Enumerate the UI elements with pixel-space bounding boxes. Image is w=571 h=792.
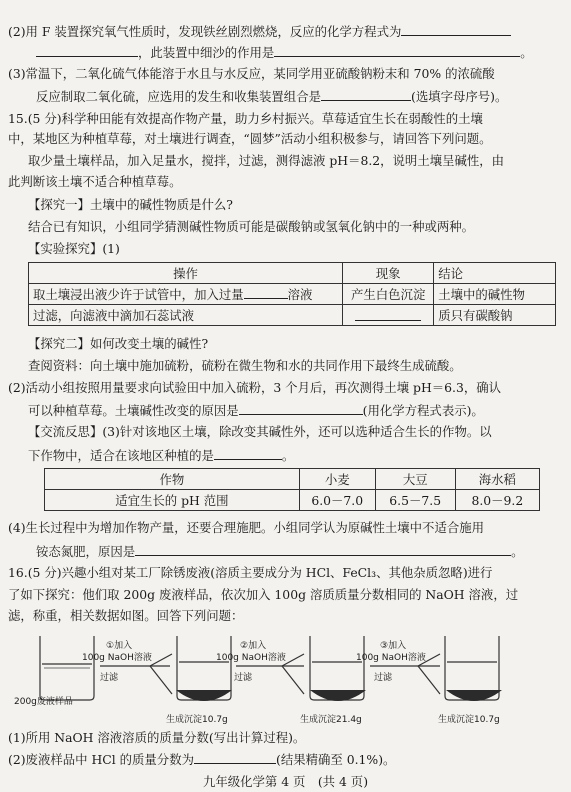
answer-blank[interactable] [135,542,511,556]
q15-3-line2 [28,446,294,464]
experiment-flow-diagram [0,626,571,722]
text: (结果精确至 0.1%)。 [275,752,396,767]
answer-blank[interactable] [401,22,511,36]
q16-intro-3: 滤，称重，相关数据如图。回答下列问题： [8,608,244,623]
row2-conclusion: 质只有碳酸钠 [434,305,556,326]
text: 。 [520,45,533,60]
research-info: 查阅资料：向土壤中施加硫粉，硫粉在微生物和水的共同作用下最终生成硫酸。 [28,358,462,373]
q15-intro-3: 取少量土壤样品，加入足量水，搅拌，过滤，测得滤液 pH＝8.2，说明土壤呈碱性，由 [28,153,505,168]
text: (选填字母序号)。 [410,89,508,104]
step3-label: ③加入 [380,641,407,651]
q15-4-line2 [36,542,524,560]
step2-reagent: 100g NaOH溶液 [216,653,286,663]
row2-phenomenon [343,305,434,326]
step1-reagent: 100g NaOH溶液 [82,653,152,663]
explore-2-heading: 【探究二】如何改变土壤的碱性? [28,336,209,351]
header-wheat: 小麦 [299,469,375,490]
text: 可以种植草莓。土壤碱性改变的原因是 [28,403,239,418]
step3-reagent: 100g NaOH溶液 [356,653,426,663]
q16-1: (1)所用 NaOH 溶液溶质的质量分数(写出计算过程)。 [8,730,306,745]
q15-4-line1: (4)生长过程中为增加作物产量，还要合理施肥。小组同学认为原碱性土壤中不适合施用 [8,520,485,535]
header-operation: 操作 [29,263,343,284]
text: (用化学方程式表示)。 [362,403,484,418]
row1-operation [29,284,343,305]
text: ，此装置中细沙的作用是 [138,45,275,60]
header-sea-rice: 海水稻 [455,469,539,490]
header-soybean: 大豆 [375,469,455,490]
answer-blank[interactable] [244,285,288,299]
q14-3-line2 [36,87,507,105]
answer-blank[interactable] [355,307,421,321]
step1-label: ①加入 [106,641,133,651]
precipitate3-label: 生成沉淀10.7g [438,715,500,725]
row-label-ph-range: 适宜生长的 pH 范围 [45,490,300,511]
answer-blank[interactable] [36,43,138,57]
soybean-ph: 6.5－7.5 [375,490,455,511]
answer-blank[interactable] [321,87,411,101]
q15-intro-2: 中，某地区为种植草莓，对土壤进行调查，“圆梦”活动小组积极参与，请回答下列问题。 [8,131,492,146]
q16-intro-2: 了如下探究：他们取 200g 废液样品，依次加入 100g 溶质质量分数相同的 NaOH 溶液，过 [8,587,519,602]
header-phenomenon: 现象 [343,263,434,284]
precipitate1-label: 生成沉淀10.7g [166,715,228,725]
q14-3-line1: (3)常温下，二氧化硫气体能溶于水且与水反应，某同学用亚硫酸钠粉末和 70% 的浓硫酸 [8,66,495,81]
q14-2-line1: (2)用 F 装置探究氧气性质时，发现铁丝剧烈燃烧，反应的化学方程式为 [8,24,402,39]
row1-conclusion: 土壤中的碱性物 [434,284,556,305]
step2-filter: 过滤 [234,673,253,683]
q15-intro-4: 此判断该土壤不适合种植草莓。 [8,174,182,189]
answer-blank[interactable] [194,750,276,764]
q15-3-line1: 【交流反思】(3)针对该地区土壤，除改变其碱性外，还可以选种适合生长的作物。以 [28,424,492,439]
explore-1-hypothesis: 结合已有知识，小组同学猜测碱性物质可能是碳酸钠或氢氧化钠中的一种或两种。 [28,219,475,234]
page-footer: 九年级化学第 4 页 (共 4 页) [202,774,369,789]
text: (2)废液样品中 HCl 的质量分数为 [8,752,194,767]
q14-2-text [8,22,511,40]
text: 下作物中，适合在该地区种植的是 [28,448,214,463]
q16-2 [8,750,395,768]
precipitate2-label: 生成沉淀21.4g [300,715,362,725]
text: 取土壤浸出液少许于试管中，加入过量 [33,287,244,302]
step2-label: ②加入 [240,641,267,651]
precipitate-dishes [176,690,502,701]
header-crop: 作物 [45,469,300,490]
header-conclusion: 结论 [434,263,556,284]
text: 溶液 [287,287,313,302]
step1-filter: 过滤 [100,673,119,683]
step3-filter: 过滤 [374,673,393,683]
row1-phenomenon: 产生白色沉淀 [343,284,434,305]
answer-blank[interactable] [239,401,363,415]
q15-intro-1: 15.(5 分)科学种田能有效提高作物产量，助力乡村振兴。草莓适宜生长在弱酸性的土壤 [8,111,483,126]
sea-rice-ph: 8.0－9.2 [455,490,539,511]
text: 铵态氮肥，原因是 [36,544,136,559]
text: 。 [511,544,524,559]
explore-1-heading: 【探究一】土壤中的碱性物质是什么? [28,197,233,212]
answer-blank[interactable] [214,446,282,460]
sample-label: 200g废液样品 [14,697,73,707]
wheat-ph: 6.0－7.0 [299,490,375,511]
q16-intro-1: 16.(5 分)兴趣小组对某工厂除锈废液(溶质主要成分为 HCl、FeCl₃、其他杂质忽略)进行 [8,565,493,580]
text: 反应制取二氧化硫，应选用的发生和收集装置组合是 [36,89,321,104]
q15-2-line1: (2)活动小组按照用量要求向试验田中加入硫粉，3 个月后，再次测得土壤 pH＝6.3，确认 [8,380,502,395]
experiment-heading: 【实验探究】(1) [28,241,120,256]
crop-ph-table [44,468,540,511]
answer-blank[interactable] [274,43,520,57]
q14-2-line2 [36,43,533,61]
experiment-table [28,262,556,326]
q15-2-line2 [28,401,484,419]
text: 。 [281,448,295,463]
row2-operation: 过滤，向滤液中滴加石蕊试液 [29,305,343,326]
